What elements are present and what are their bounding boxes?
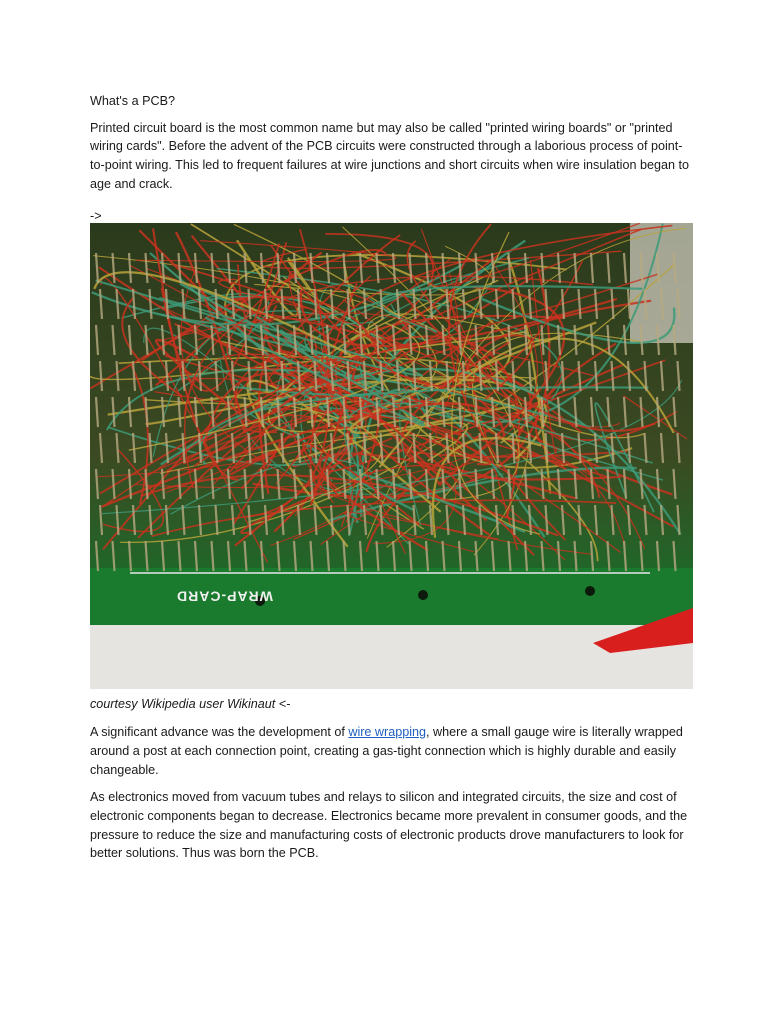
background-wall — [630, 223, 693, 343]
document-content — [90, 92, 690, 872]
photo-caption: courtesy Wikipedia user Wikinaut <- — [90, 696, 291, 711]
arrow-marker: -> — [90, 208, 102, 223]
page-title: What's a PCB? — [90, 94, 175, 108]
mounting-hole — [418, 590, 428, 600]
wire-wrap-board-photo — [90, 223, 693, 689]
wire-wrapping-paragraph — [90, 723, 690, 779]
wire-wrapping-text-after: , where a small gauge wire is literally wrapped around a post at each connection point, creating a gas-tight connection which is highly durable and easily changeable. — [90, 725, 683, 777]
board-label: WRAP-CARD — [176, 588, 273, 605]
wire-wrap-board-image — [90, 223, 693, 689]
intro-paragraph: Printed circuit board is the most common name but may also be called "printed wiring boards" or "printed wiring cards". Before the advent of the PCB circuits were constructed through a laborious process of point-to-point wiring. This led to frequent failures at wire junctions and short circuits when wire insulation began to age and crack. — [90, 120, 689, 191]
wire-wrapping-link[interactable]: wire wrapping — [348, 725, 427, 740]
wire-wrapping-text-before: A significant advance was the development of — [90, 725, 349, 740]
electronics-paragraph: As electronics moved from vacuum tubes and relays to silicon and integrated circuits, the size and cost of electronic components began to decrease. Electronics became more prevalent in consumer goods, and the pressure to reduce the size and manufacturing costs of electronic products drove manufacturers to look for better solutions. Thus was born the PCB. — [90, 790, 688, 861]
mounting-hole — [585, 586, 595, 596]
table-surface — [90, 623, 693, 689]
